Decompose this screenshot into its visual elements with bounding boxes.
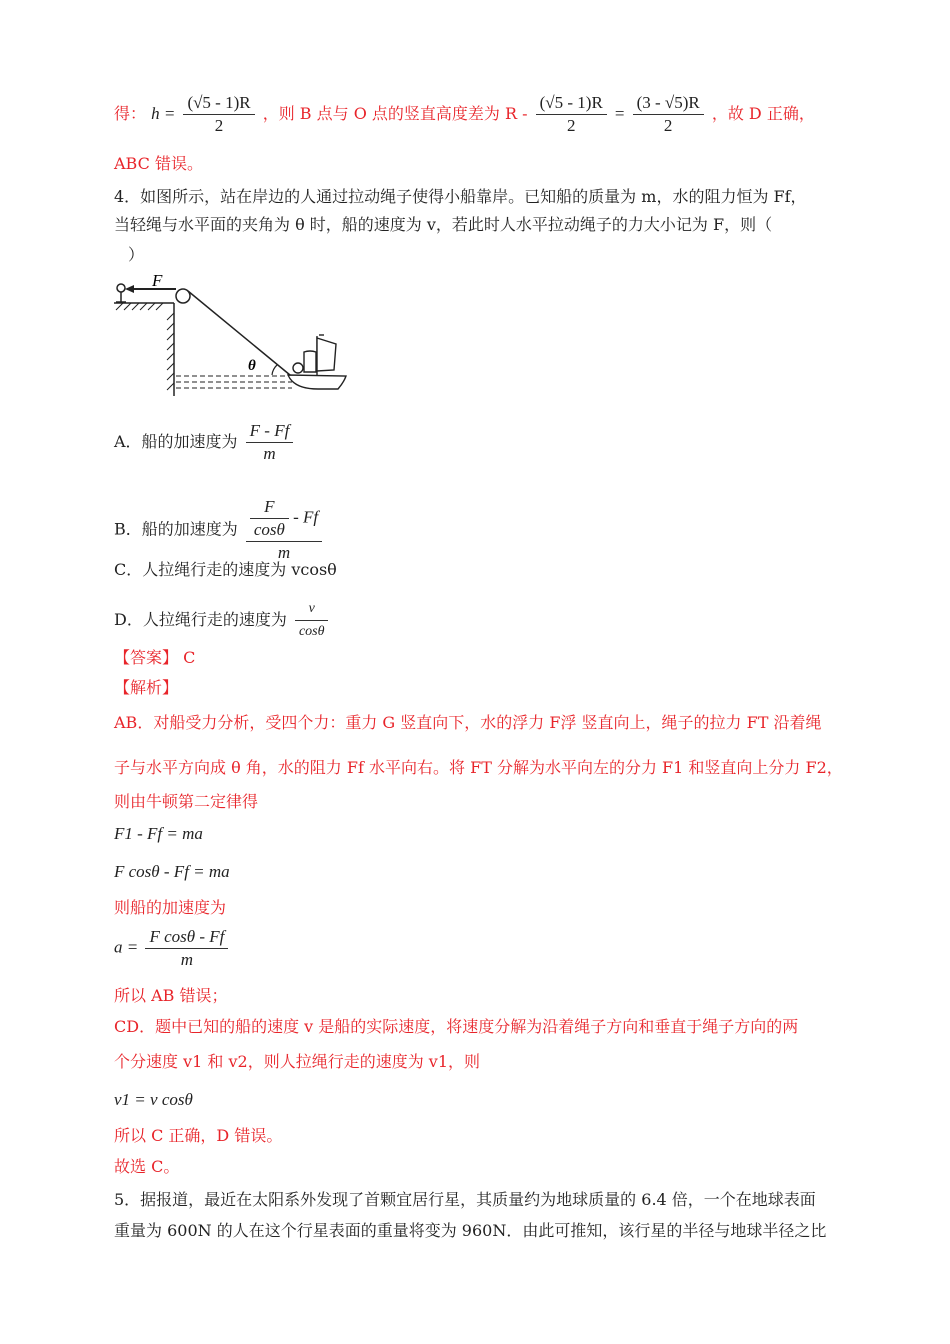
answer-line [114, 646, 195, 670]
option-c[interactable]: C．人拉绳行走的速度为 vcosθ [114, 560, 337, 579]
wall-hatch [167, 313, 174, 390]
q4-stem-line2: 当轻绳与水平面的夹角为 θ 时，船的速度为 v，若此时人水平拉动绳子的力大小记为 F，则（ [114, 215, 773, 234]
option-d-label: D．人拉绳行走的速度为 [114, 610, 287, 629]
q4-stem-line3: ） [128, 245, 145, 264]
option-d[interactable] [114, 598, 331, 643]
diff-fraction: $\frac{(√5 - 1)R}{2}$ [536, 92, 607, 137]
equation-3-fraction: $\frac{\text{F cosθ - Ff}}{m}$ [145, 926, 228, 971]
rope-line [188, 291, 290, 375]
solution-ab-line4: 则船的加速度为 [114, 898, 227, 917]
solution-ab-conclusion: 所以 AB 错误； [114, 986, 228, 1005]
pulley-icon [176, 289, 190, 303]
ground-hatch [116, 303, 163, 310]
option-a[interactable] [114, 420, 296, 465]
height-diff-text: ，则 B 点与 O 点的竖直高度差为 R - [262, 104, 528, 123]
option-b[interactable] [114, 496, 325, 564]
solution-cd-conclusion: 所以 C 正确，D 错误。 [114, 1126, 283, 1145]
solution-ab-line3: 则由牛顿第二定律得 [114, 792, 259, 811]
person-icon [116, 284, 126, 302]
solution-ab-line2: 子与水平方向成 θ 角，水的阻力 Ff 水平向右。将 FT 分解为水平向左的分力 F1 和竖直向上分力 F2， [114, 758, 843, 777]
q5-stem-line2: 重量为 600N 的人在这个行星表面的重量将变为 960N．由此可推知，该行星的半径与地球半径之比 [114, 1221, 827, 1240]
q5-stem-line1: 5．据报道，最近在太阳系外发现了首颗宜居行星，其质量约为地球质量的 6.4 倍，一个在地球表面 [114, 1190, 816, 1209]
solution-ab-line1: AB．对船受力分析，受四个力：重力 G 竖直向下，水的浮力 F浮 竖直向上，绳子的拉力 FT 沿着绳 [114, 713, 822, 732]
equation-1: F1 - Ff = ma [114, 824, 203, 843]
option-d-fraction: $\frac{v}{\cos\theta}$ [295, 598, 329, 643]
boat-icon [288, 335, 346, 389]
option-a-fraction: $\frac{F - Ff}{m}$ [246, 420, 294, 465]
theta-label: θ [248, 358, 256, 374]
option-b-fraction: $\frac{F}{\cos\theta}$ - Ff m [246, 496, 322, 564]
equation-2: F cosθ - Ff = ma [114, 862, 230, 881]
analysis-label: 【解析】 [114, 678, 179, 697]
prev-solution-line [114, 92, 815, 137]
boat-rope-figure [112, 272, 352, 402]
answer-label: 【答案】 [114, 648, 179, 667]
force-label: F [152, 272, 163, 290]
solution-cd-line2: 个分速度 v1 和 v2，则人拉绳行走的速度为 v1，则 [114, 1052, 481, 1071]
equation-3: a = $\frac{\text{F cosθ - Ff}}{m}$ [114, 926, 231, 971]
final-answer: 故选 C。 [114, 1157, 180, 1176]
arrow-head-icon [125, 285, 134, 293]
answer-value: C [183, 648, 196, 667]
h-fraction: $\frac{(√5 - 1)R}{2}$ [183, 92, 254, 137]
equals-sign: = [614, 104, 625, 123]
prev-prefix: 得： [114, 104, 147, 123]
h-equals: h = [151, 104, 176, 123]
option-a-label: A．船的加速度为 [114, 432, 238, 451]
equation-4: v1 = v cosθ [114, 1090, 193, 1109]
result-fraction: $\frac{(3 - √5)R}{2}$ [633, 92, 704, 137]
solution-cd-line1: CD．题中已知的船的速度 v 是船的实际速度，将速度分解为沿着绳子方向和垂直于绳子方向的两 [114, 1017, 799, 1036]
angle-arc [272, 365, 277, 375]
conclusion-text: ，故 D 正确， [711, 104, 815, 123]
q4-stem-line1: 4．如图所示，站在岸边的人通过拉动绳子使得小船靠岸。已知船的质量为 m，水的阻力恒为 Ff， [114, 187, 807, 206]
prev-conclusion: ABC 错误。 [114, 154, 203, 173]
option-b-label: B．船的加速度为 [114, 519, 238, 539]
water-lines [176, 376, 292, 388]
